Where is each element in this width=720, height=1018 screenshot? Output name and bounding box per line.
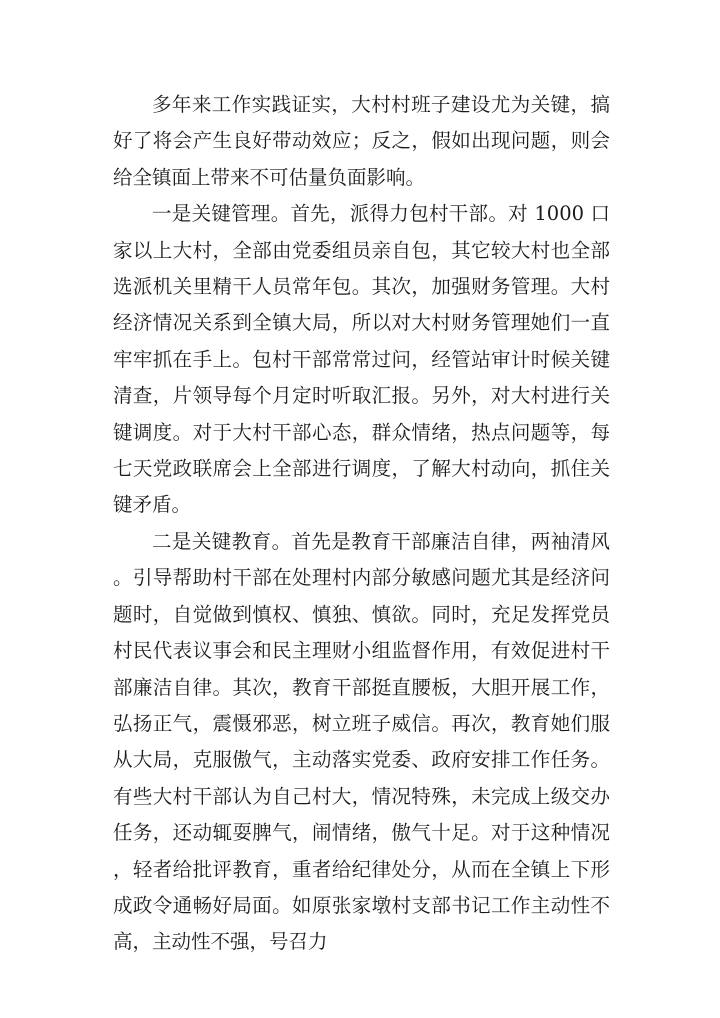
paragraph-key-management: 一是关键管理。首先，派得力包村干部。对 1000 口家以上大村，全部由党委组员亲自包，其它较大村也全部选派机关里精干人员常年包。其次，加强财务管理。大村经济情况关系到全镇大局，所以对大村财务管理她们一直牢牢抓在手上。包村干部常常过问，经管站审计时候关键清查，片领导每个月定时听取汇报。另外，对大村进行关键调度。对于大村干部心态，群众情绪，热点问题等，每七天党政联席会上全部进行调度，了解大村动向，抓住关键矛盾。 — [113, 202, 610, 517]
document-page — [113, 87, 610, 961]
paragraph-intro: 多年来工作实践证实，大村村班子建设尤为关键，搞好了将会产生良好带动效应；反之，假如出现问题，则会给全镇面上带来不可估量负面影响。 — [113, 93, 610, 189]
paragraph-key-education: 二是关键教育。首先是教育干部廉洁自律，两袖清风。引导帮助村干部在处理村内部分敏感问题尤其是经济问题时，自觉做到慎权、慎独、慎欲。同时，充足发挥党员村民代表议事会和民主理财小组监督作用，有效促进村干部廉洁自律。其次，教育干部挺直腰板，大胆开展工作，弘扬正气，震慑邪恶，树立班子威信。再次，教育她们服从大局，克服傲气，主动落实党委、政府安排工作任务。有些大村干部认为自己村大，情况特殊，未完成上级交办任务，还动辄耍脾气，闹情绪，傲气十足。对于这种情况，轻者给批评教育，重者给纪律处分，从而在全镇上下形成政令通畅好局面。如原张家墩村支部书记工作主动性不高，主动性不强，号召力 — [113, 529, 610, 954]
